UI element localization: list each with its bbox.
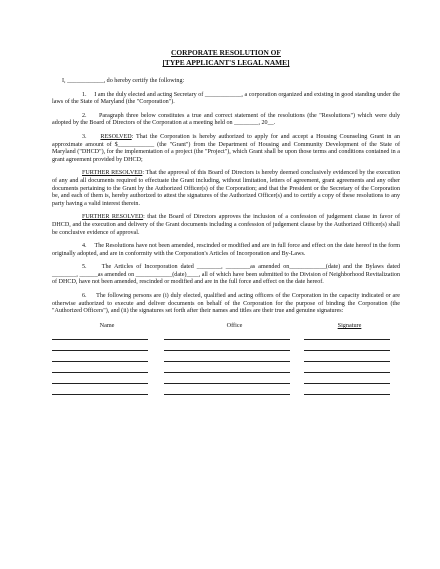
document-title-line1: CORPORATE RESOLUTION OF [171,48,281,57]
signature-table-header [52,322,400,329]
further-resolved-heading: FURTHER RESOLVED [82,214,144,221]
paragraph-4 [52,243,400,258]
signature-column-header: Signature [337,321,362,329]
paragraph-text: The Resolutions have not been amended, rescinded or modified and are in full force and effect on the date hereof in the form originally adopted, and are in conformity with the Corporation's Articles of Incorporation and By-Laws. [52,243,400,257]
office-line [164,372,290,373]
signature-row [52,340,400,351]
office-line [164,383,290,384]
name-line [52,350,148,351]
paragraph-number: 3. [82,133,87,140]
certification-intro: I, ____________, do hereby certify the following: [62,78,185,84]
office-line [164,350,290,351]
paragraph-text: Paragraph three below constitutes a true and correct statement of the resolutions (the "Resolutions") which were duly adopted by the Board of Directors of the Corporation at a meeting held on ________, 20__. [52,112,401,127]
paragraph-6 [52,293,400,316]
paragraph-number: 1. [82,91,87,98]
resolved-heading: RESOLVED [100,133,132,140]
name-line [52,383,148,384]
office-line [164,394,290,395]
paragraph-text: I am the duly elected and acting Secretary of ____________, a corporation organized and existing in good standing under the laws of the State of Maryland (the "Corporation"). [52,91,400,106]
office-line [164,361,290,362]
paragraph-2 [52,113,400,128]
paragraph-further-resolved-1 [52,170,400,208]
further-resolved-heading: FURTHER RESOLVED [82,170,143,177]
document-title-line2: [TYPE APPLICANT'S LEGAL NAME] [162,58,290,67]
signature-table-rows [52,329,400,395]
paragraph-number: 2. [82,112,87,119]
office-line [164,339,290,340]
signature-line [304,372,390,373]
name-line [52,339,148,340]
paragraph-text: : That the approval of this Board of Directors is hereby deemed conclusively evidenced by the execution of any and all documents required to effectuate the Grant including, without limitation, letters of agreement, grant agreements and any other documents pertaining to the Grant by the Authorized Officer(s) of the Corporation; and that the President or the Secretary of the Corporation be, and each of them is, hereby authorized to attest the signatures of the Authorized Officer(s) and to certify a copy of these resolutions to any party having a valid interest therein. [52,170,400,207]
name-line [52,394,148,395]
signature-line [304,350,390,351]
signature-line [304,361,390,362]
paragraph-text: : that the Board of Directors approves the inclusion of a confession of judgement clause in favor of DHCD, and the execution and delivery of the Grant documents including a confession of judgement clause by the Authorized Officer(s) shall be conclusive evidence of approval. [52,214,401,236]
paragraph-further-resolved-2 [52,214,400,237]
paragraph-text: The Articles of Incorporation dated ________, ________as amended on____________(date) and the Bylaws dated ________, ______as amended on ____________(date)____, all of which have been submitted to the Division of Neighborhood Revitalization of DHCD, have not been amended, rescinded or modified and are in the full force and effect on the date hereof. [52,264,400,286]
name-line [52,372,148,373]
signature-line [304,339,390,340]
signature-row [52,362,400,373]
paragraph-text: The following persons are (i) duly elected, qualified and acting officers of the Corporation in the capacity indicated or are otherwise authorized to execute and deliver documents on behalf of the Corporation for the purpose of binding the Corporation (the "Authorized Officers"), and (ii) the signatures set forth after their names and titles are their true and genuine signatures: [52,293,400,315]
name-line [52,361,148,362]
office-column-header: Office [226,321,243,329]
signature-row [52,373,400,384]
signature-line [304,394,390,395]
signature-row [52,329,400,340]
signature-line [304,383,390,384]
signature-row [52,351,400,362]
paragraph-number: 6. [82,293,87,300]
paragraph-3-resolved [52,134,400,164]
name-column-header: Name [99,321,115,329]
signature-row [52,384,400,395]
paragraph-1 [52,92,400,107]
paragraph-text: : That the Corporation is hereby authorized to apply for and accept a Housing Counseling Grant in an approximate amount of $____________ (the "Grant") from the Department of Housing and Community Development of the State of Maryland ("DHCD"), for the implementation of a project (the "Project"), which Grant shall be upon those terms and conditions contained in a grant agreement provided by DHCD; [52,133,400,163]
paragraph-number: 5. [82,264,87,271]
paragraph-5 [52,264,400,287]
paragraph-number: 4. [82,243,87,250]
